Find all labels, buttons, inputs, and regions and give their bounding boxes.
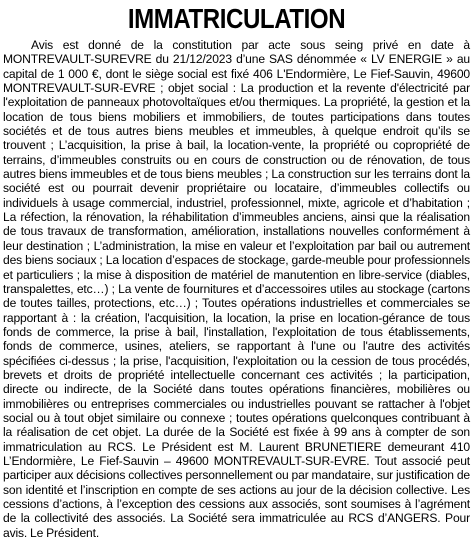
notice-title: IMMATRICULATION (127, 3, 346, 34)
notice-body: Avis est donné de la constitution par acte sous seing privé en date à MONTREVAULT-SUREVRE du 21/12/2023 d’une SAS dénommée « LV ENERGIE » au capital de 1 000 €, dont le siège social est fixé 406 L'Endormière, Le Fief-Sauvin, 49600 MONTREVAULT-SUR-EVRE ; objet social : La production et la revente d'électricité par l'exploitation de panneaux photovoltaïques et/ou thermiques. La propriété, la gestion et la location de tous biens mobiliers et immobiliers, de toutes participations dans toutes sociétés et de tous autres biens meubles et immeubles, à quelque endroit qu’ils se trouvent ; L’acquisition, la prise à bail, la location-vente, la propriété ou copropriété de terrains, d’immeubles construits ou en cours de construction ou de rénovation, de tous autres biens immeubles et de tous biens meubles ; La construction sur les terrains dont la société est ou pourrait devenir propriétaire ou locataire, d’immeubles collectifs ou individuels à usage commercial, industriel, professionnel, mixte, agricole et d’habitation ; La réfection, la rénovation, la réhabilitation d’immeubles anciens, ainsi que la réalisation de tous travaux de transformation, amélioration, installations nouvelles conformément à leur destination ; L’administration, la mise en valeur et l’exploitation par bail ou autrement des biens sociaux ; La location d’espaces de stockage, garde-meuble pour professionnels et particuliers ; la mise à disposition de matériel de manutention en libre-service (diables, transpalettes, etc…) ; La vente de fournitures et d’accessoires utiles au stockage (cartons de toutes tailles, protections, etc…) ; Toutes opérations industrielles et commerciales se rapportant à : la création, l'acquisition, la location, la prise en location-gérance de tous fonds de commerce, la prise à bail, l'installation, l'exploitation de tous établissements, fonds de commerce, usines, ateliers, se rapportant à l'une ou l'autre des activités spécifiées ci-dessus ; la prise, l'acquisition, l'exploitation ou la cession de tous procédés, brevets et droits de propriété intellectuelle concernant ces activités ; la participation, directe ou indirecte, de la Société dans toutes opérations financières, mobilières ou immobilières ou entreprises commerciales ou industrielles pouvant se rattacher à l'objet social ou à tout objet similaire ou connexe ; toutes opérations quelconques contribuant à la réalisation de cet objet. La durée de la Société est fixée à 99 ans à compter de son immatriculation au RCS. Le Président est M. Laurent BRUNETIERE demeurant 410 L’Endormière, Le Fief-Sauvin – 49600 MONTREVAULT-SUR-EVRE. Tout associé peut participer aux décisions collectives personnellement ou par mandataire, sur justification de son identité et l’inscription en compte de ses actions au jour de la décision collective. Les cessions d’actions, à l’exception des cessions aux associés, sont soumises à l’agrément de la collectivité des associés. La Société sera immatriculée au RCS d’ANGERS. Pour avis. Le Président. (3, 38, 470, 540)
